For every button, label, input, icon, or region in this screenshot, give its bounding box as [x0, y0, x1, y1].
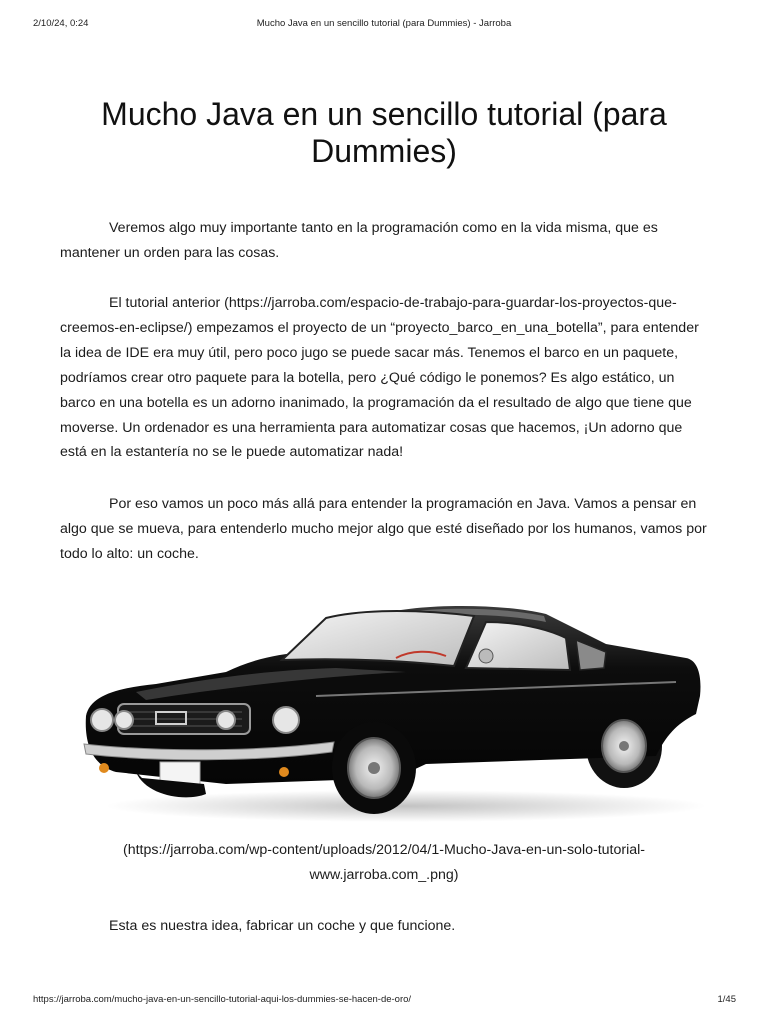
- paragraph-our-idea: Esta es nuestra idea, fabricar un coche y que funcione.: [109, 918, 456, 934]
- car-illustration: [76, 596, 706, 826]
- print-page-title: Mucho Java en un sencillo tutorial (para Dummies) - Jarroba: [256, 18, 512, 29]
- paragraph-car-idea-text: Por eso vamos un poco más allá para entender la programación en Java. Vamos a pensar en algo que se mueva, para entenderlo mucho mejor algo que esté diseñado por los humanos, vamos por todo lo alto: un coche.: [60, 496, 707, 562]
- print-datetime: 2/10/24, 0:24: [33, 18, 89, 29]
- paragraph-intro: [60, 216, 712, 266]
- paragraph-intro-text: Veremos algo muy importante tanto en la programación como en la vida misma, que es mantener un orden para las cosas.: [60, 220, 658, 261]
- paragraph-car-idea: [60, 492, 712, 567]
- image-caption-link[interactable]: (https://jarroba.com/wp-content/uploads/2012/04/1-Mucho-Java-en-un-solo-tutorial-www.jarroba.com_.png): [122, 842, 646, 883]
- print-page-url: https://jarroba.com/mucho-java-en-un-sencillo-tutorial-aqui-los-dummies-se-hacen-de-oro/: [33, 994, 412, 1005]
- article-title: Mucho Java en un sencillo tutorial (para Dummies): [101, 96, 667, 169]
- paragraph-previous-tutorial: [60, 291, 712, 465]
- print-footer: [0, 994, 768, 1008]
- print-page-number: 1/45: [717, 994, 736, 1005]
- paragraph-previous-tutorial-text: El tutorial anterior (https://jarroba.com/espacio-de-trabajo-para-guardar-los-proyectos-que-creemos-en-eclipse/) empezamos el proyecto de un “proyecto_barco_en_una_botella”, para entender la idea de IDE era muy útil, pero poco jugo se puede sacar más. Tenemos el barco en un paquete, podríamos crear otro paquete para la botella, pero ¿Qué código le ponemos? Es algo estático, un barco en una botella es un adorno inanimado, la programación da el resultado de algo que tiene que moverse. Un ordenador es una herramienta para automatizar cosas que hacemos, ¡Un adorno que está en la estantería no se le puede automatizar nada!: [60, 295, 699, 461]
- print-header: [0, 18, 768, 32]
